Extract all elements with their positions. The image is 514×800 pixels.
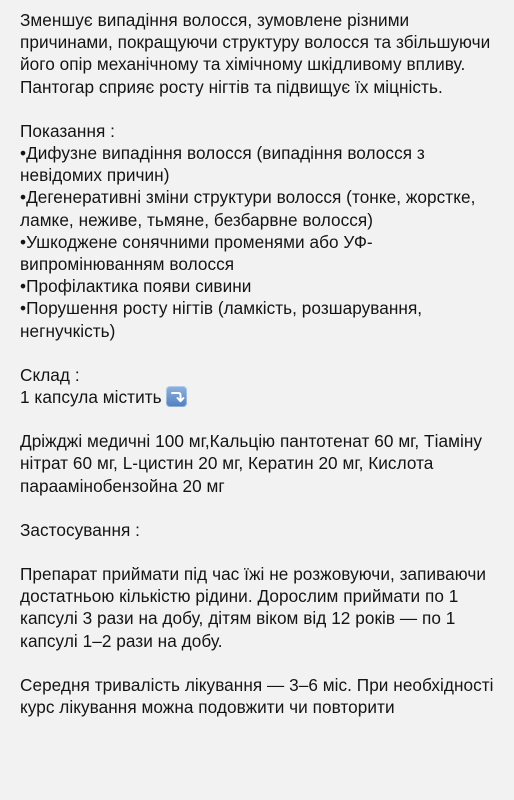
- capsule-line-text: 1 капсула містить: [20, 387, 162, 408]
- intro-paragraph: Зменшує випадіння волосся, зумовлене різними причинами, покращуючи структуру волосся та збільшуючи його опір механічному та хімічному шкідливому впливу. Пантогар сприяє росту нігтів та підвищує їх міцність.: [20, 10, 491, 97]
- indication-item: •Ушкоджене сонячними променями або УФ-випромінюванням волосся: [20, 231, 373, 275]
- ingredients-paragraph: Дріжджі медичні 100 мг,Кальцію пантотенат 60 мг, Тіаміну нітрат 60 мг, L-цистин 20 мг, Кератин 20 мг, Кислота параамінобензойна 20 мг: [20, 431, 482, 496]
- indication-item: •Дифузне випадіння волосся (випадіння волосся з невідомих причин): [20, 143, 425, 186]
- spacer: [20, 652, 494, 674]
- indication-item: •Профілактика появи сивини: [20, 276, 252, 297]
- right-arrow-curving-down-icon: [166, 386, 187, 407]
- usage-heading: Застосування :: [20, 519, 140, 540]
- capsule-line: [20, 386, 494, 408]
- indication-item: •Дегенеративні зміни структури волосся (тонке, жорстке, ламке, неживе, тьмяне, безбарвне волосся): [20, 187, 476, 230]
- spacer: [20, 408, 494, 430]
- usage-paragraph: Препарат приймати під час їжі не розжовуючи, запиваючи достатньою кількістю рідини. Дорослим приймати по 1 капсулі 3 рази на добу, дітям віком від 12 років — по 1 капсулі 1–2 рази на добу.: [20, 564, 486, 651]
- spacer: [20, 541, 494, 563]
- spacer: [20, 497, 494, 519]
- duration-paragraph: Середня тривалість лікування — 3–6 міс. При необхідності курс лікування можна подовжити чи повторити: [20, 674, 494, 718]
- spacer: [20, 342, 494, 364]
- indication-item: •Порушення росту нігтів (ламкість, розшарування, негнучкість): [20, 298, 423, 341]
- indications-heading: Показання :: [20, 120, 116, 141]
- spacer: [20, 98, 494, 120]
- composition-heading: Склад :: [20, 364, 80, 385]
